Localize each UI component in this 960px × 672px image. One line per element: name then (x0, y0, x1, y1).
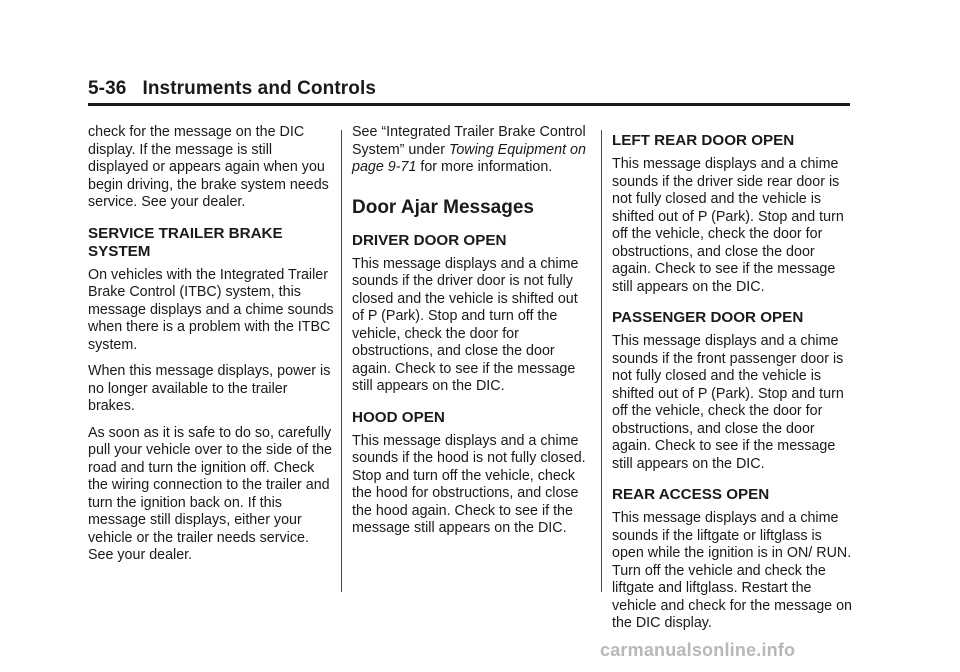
paragraph: check for the message on the DIC display. If the message is still displayed or appears again when you begin driving, the brake system needs service. See your dealer. (88, 124, 329, 210)
header-rule (88, 103, 850, 106)
column-2 (352, 124, 592, 547)
see-suffix: for more information. (416, 159, 553, 175)
see-reference (352, 124, 592, 177)
see-prefix: See “Integrated Trailer Brake Control System” under (352, 124, 586, 158)
column-divider (601, 130, 602, 592)
section-title: Instruments and Controls (142, 78, 377, 99)
heading-driver-door-open: DRIVER DOOR OPEN (352, 231, 507, 249)
paragraph: As soon as it is safe to do so, carefully pull your vehicle over to the side of the road and turn the ignition off. Check the wiring connection to the trailer and turn the ignition back on. If this message still displays, either your vehicle or the trailer needs service. See your dealer. (88, 424, 332, 563)
column-divider (341, 130, 342, 592)
heading-passenger-door-open: PASSENGER DOOR OPEN (612, 309, 804, 326)
paragraph: This message displays and a chime sounds if the driver door is not fully closed and the vehicle is shifted out of P (Park). Stop and turn off the vehicle, check the door for obstructions, and close the door again. Check to see if the message still appears on the DIC. (352, 255, 579, 394)
page-header (88, 78, 376, 100)
heading-door-ajar-messages: Door Ajar Messages (352, 196, 534, 218)
page-number: 5-36 (88, 78, 127, 99)
heading-service-trailer-brake: SERVICE TRAILER BRAKE SYSTEM (88, 224, 283, 260)
paragraph: This message displays and a chime sounds if the liftgate or liftglass is open while the ignition is in ON/ RUN. Turn off the vehicle and check the liftgate and liftglass. Restart the vehicle and check for the message on the DIC display. (612, 510, 853, 631)
paragraph: When this message displays, power is no longer available to the trailer brakes. (88, 363, 331, 414)
heading-hood-open: HOOD OPEN (352, 408, 445, 426)
column-3 (612, 124, 856, 642)
heading-rear-access-open: REAR ACCESS OPEN (612, 486, 770, 503)
heading-left-rear-door-open: LEFT REAR DOOR OPEN (612, 132, 795, 149)
towing-equipment-link[interactable]: Towing Equipment on page 9-71 (352, 141, 586, 175)
watermark-text: carmanualsonline.info (600, 640, 796, 660)
paragraph: On vehicles with the Integrated Trailer Brake Control (ITBC) system, this message displays and a chime sounds when there is a problem with the ITBC system. (88, 266, 334, 353)
paragraph: This message displays and a chime sounds if the hood is not fully closed. Stop and turn off the vehicle, check the hood for obstructions, and close the hood again. Check to see if the message still appears on the DIC. (352, 432, 586, 536)
column-1 (88, 124, 334, 574)
paragraph: This message displays and a chime sounds if the driver side rear door is not fully closed and the vehicle is shifted out of P (Park). Stop and turn off the vehicle, check the door for obstructions, and close the door again. Check to see if the message still appears on the DIC. (612, 156, 844, 295)
paragraph: This message displays and a chime sounds if the front passenger door is not fully closed and the vehicle is shifted out of P (Park). Stop and turn off the vehicle, check the door for obstructions, and close the door again. Check to see if the message still appears on the DIC. (612, 333, 844, 472)
